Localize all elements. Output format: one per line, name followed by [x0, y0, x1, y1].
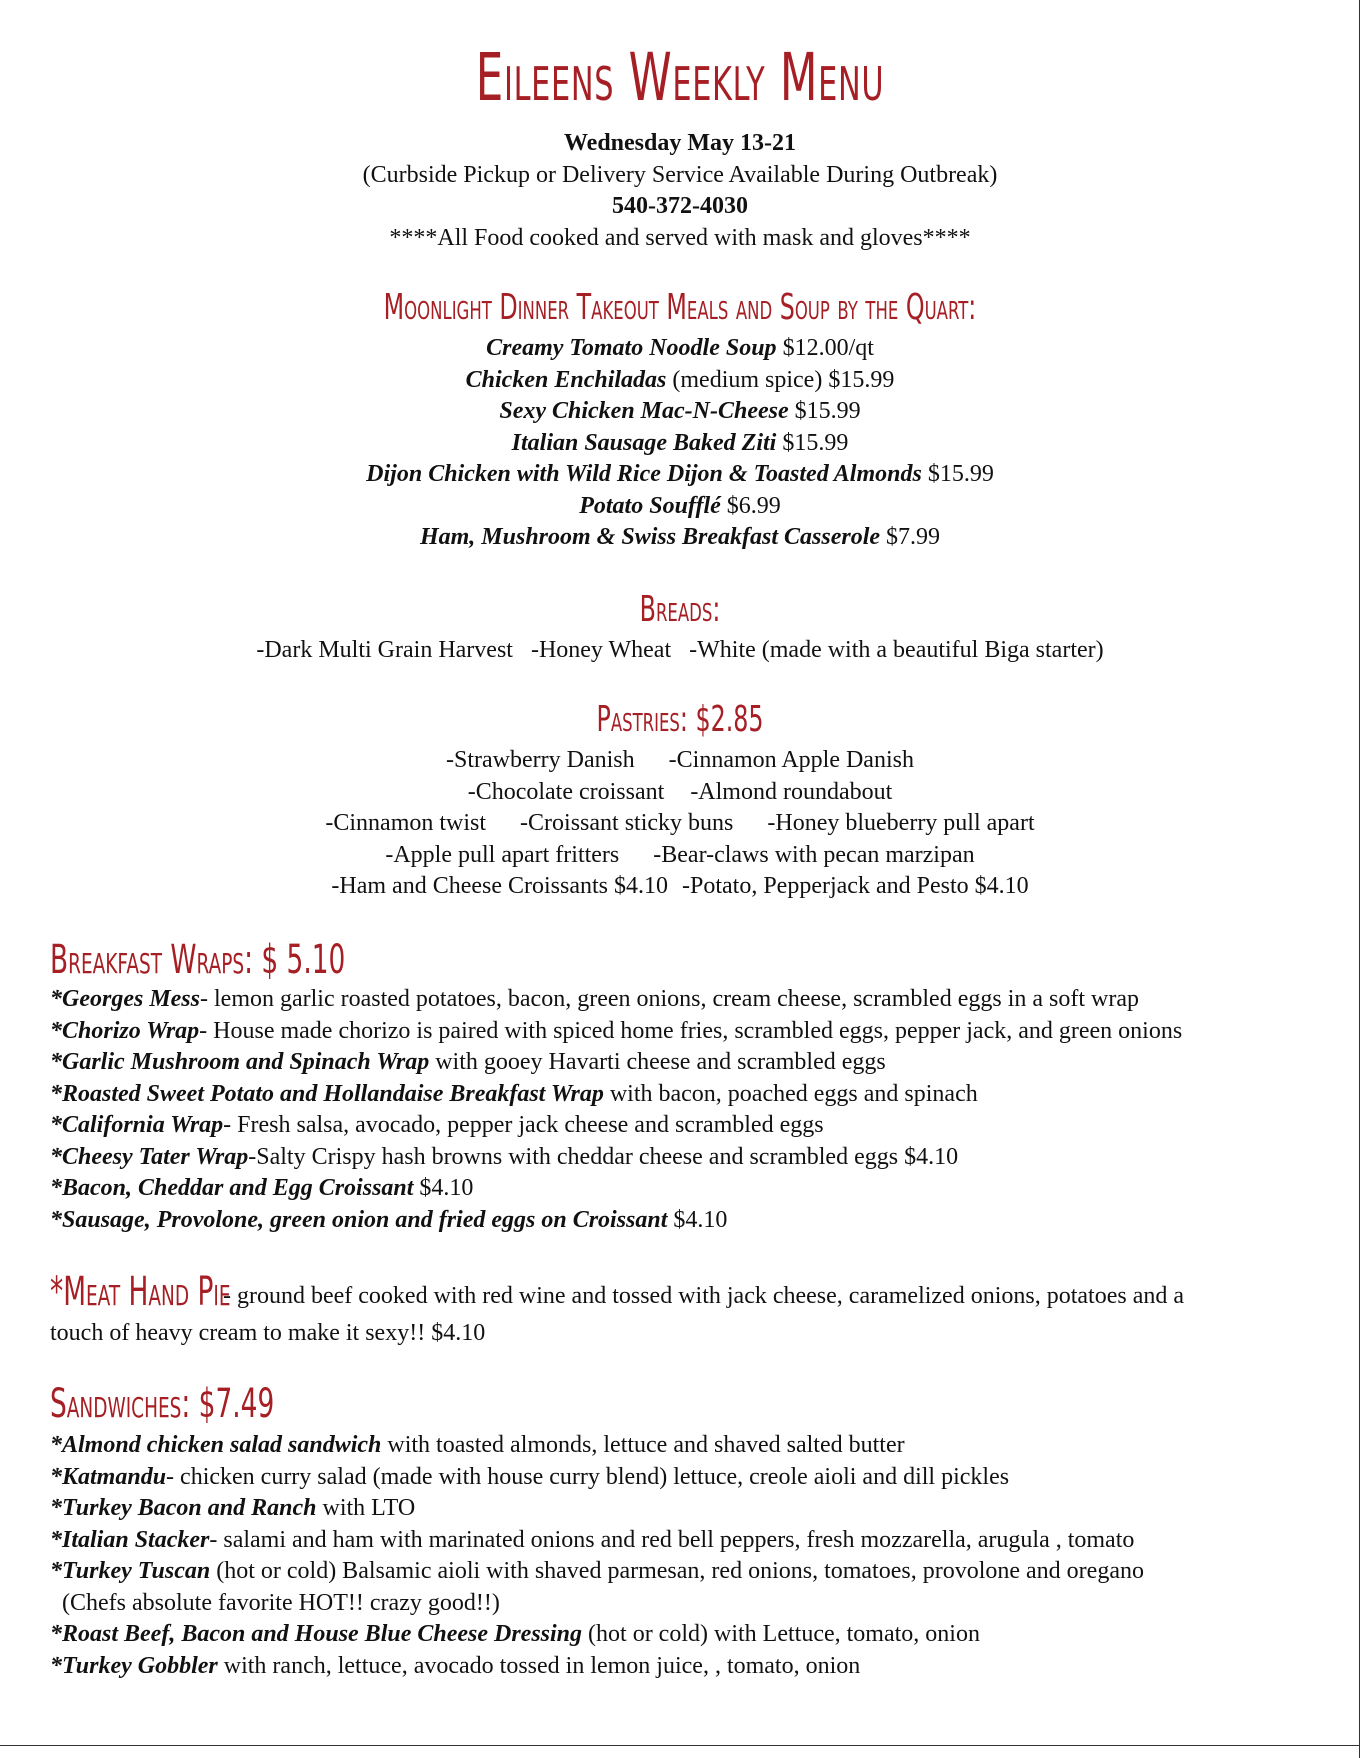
pastry-item: -Cinnamon Apple Danish — [668, 747, 914, 773]
breads-heading: Breads: — [639, 589, 721, 630]
pie-section — [50, 1269, 1350, 1349]
bread-item: -Dark Multi Grain Harvest — [256, 637, 513, 663]
pastry-item: -Ham and Cheese Croissants $4.10 — [331, 873, 668, 899]
pastry-item: -Honey blueberry pull apart — [767, 810, 1035, 836]
wrap-item: *California Wrap- Fresh salsa, avocado, pepper jack cheese and scrambled eggs — [50, 1112, 824, 1138]
wrap-item: *Cheesy Tater Wrap-Salty Crispy hash browns with cheddar cheese and scrambled eggs $4.10 — [50, 1143, 959, 1170]
wrap-item: *Roasted Sweet Potato and Hollandaise Breakfast Wrap with bacon, poached eggs and spinach — [50, 1080, 978, 1107]
sandwich-item: *Almond chicken salad sandwich with toasted almonds, lettuce and shaved salted butter — [50, 1432, 905, 1458]
menu-date: Wednesday May 13-21 — [563, 130, 796, 156]
sandwiches-section — [50, 1382, 1350, 1426]
sandwich-item: *Turkey Gobbler with ranch, lettuce, avocado tossed in lemon juice, , tomato, onion — [50, 1652, 861, 1679]
phone-number[interactable]: 540-372-4030 — [612, 193, 748, 219]
pastries-heading: Pastries: $2.85 — [596, 699, 764, 740]
dinner-item: Sexy Chicken Mac-N-Cheese $15.99 — [499, 398, 861, 424]
sandwich-item: *Turkey Tuscan (hot or cold) Balsamic aioli with shaved parmesan, red onions, tomatoes, provolone and oregano — [50, 1558, 1144, 1584]
dinner-heading: Moonlight Dinner Takeout Meals and Soup by the Quart: — [383, 287, 977, 328]
wrap-item: *Georges Mess- lemon garlic roasted potatoes, bacon, green onions, cream cheese, scrambled eggs in a soft wrap — [50, 986, 1139, 1012]
dinner-section — [0, 288, 1360, 328]
sandwich-item-note: (Chefs absolute favorite HOT!! crazy good!!) — [50, 1589, 500, 1616]
service-note: (Curbside Pickup or Delivery Service Available During Outbreak) — [362, 161, 998, 188]
bread-item: -White (made with a beautiful Biga starter) — [689, 637, 1104, 663]
wraps-heading: Breakfast Wraps: $ 5.10 — [50, 937, 346, 983]
wraps-items — [50, 984, 1350, 1236]
wrap-item: *Chorizo Wrap- House made chorizo is paired with spiced home fries, scrambled eggs, pepper jack, and green onions — [50, 1017, 1183, 1044]
dinner-items — [0, 333, 1360, 554]
pastry-item: -Apple pull apart fritters — [385, 841, 620, 868]
sandwiches-heading: Sandwiches: $7.49 — [50, 1381, 275, 1427]
wrap-item: *Bacon, Cheddar and Egg Croissant $4.10 — [50, 1175, 474, 1201]
pie-heading: *Meat Hand Pie — [50, 1269, 231, 1315]
sandwich-item: *Italian Stacker- salami and ham with marinated onions and red bell peppers, fresh mozzarella, arugula , tomato — [50, 1526, 1135, 1553]
pastries-items — [0, 745, 1360, 903]
pastries-section — [0, 700, 1360, 740]
wrap-item: *Sausage, Provolone, green onion and fried eggs on Croissant $4.10 — [50, 1206, 728, 1233]
dinner-item: Creamy Tomato Noodle Soup $12.00/qt — [486, 335, 874, 361]
pie-description: - ground beef cooked with red wine and tossed with jack cheese, caramelized onions, potatoes and a — [217, 1283, 1184, 1309]
pastry-item: -Croissant sticky buns — [520, 810, 734, 836]
pie-description-cont: touch of heavy cream to make it sexy!! $4.10 — [50, 1319, 486, 1346]
dinner-item: Italian Sausage Baked Ziti $15.99 — [511, 429, 849, 456]
menu-title: Eileens Weekly Menu — [475, 39, 885, 116]
dinner-item: Ham, Mushroom & Swiss Breakfast Casserole $7.99 — [419, 524, 941, 550]
safety-note: ****All Food cooked and served with mask and gloves**** — [389, 224, 971, 251]
sandwich-item: *Turkey Bacon and Ranch with LTO — [50, 1495, 416, 1521]
pastry-item: -Almond roundabout — [690, 778, 893, 805]
wrap-item: *Garlic Mushroom and Spinach Wrap with gooey Havarti cheese and scrambled eggs — [50, 1049, 886, 1075]
page-border-bottom — [0, 1745, 1360, 1746]
breads-section — [0, 590, 1360, 630]
wraps-section — [50, 938, 1350, 982]
breads-items — [0, 635, 1360, 667]
bread-item: -Honey Wheat — [530, 637, 672, 663]
pastry-item: -Chocolate croissant — [467, 778, 665, 805]
pastry-item: -Bear-claws with pecan marzipan — [653, 841, 975, 868]
pastry-item: -Potato, Pepperjack and Pesto $4.10 — [682, 873, 1029, 899]
info-block — [0, 128, 1360, 254]
sandwiches-items — [50, 1430, 1350, 1682]
dinner-item: Potato Soufflé $6.99 — [579, 492, 781, 519]
pastry-item: -Strawberry Danish — [446, 747, 635, 773]
sandwich-item: *Roast Beef, Bacon and House Blue Cheese Dressing (hot or cold) with Lettuce, tomato, onion — [50, 1621, 980, 1647]
pastry-item: -Cinnamon twist — [325, 810, 487, 836]
sandwich-item: *Katmandu- chicken curry salad (made with house curry blend) lettuce, creole aioli and dill pickles — [50, 1463, 1010, 1490]
dinner-item: Chicken Enchiladas (medium spice) $15.99 — [465, 366, 895, 393]
dinner-item: Dijon Chicken with Wild Rice Dijon & Toasted Almonds $15.99 — [366, 461, 994, 487]
